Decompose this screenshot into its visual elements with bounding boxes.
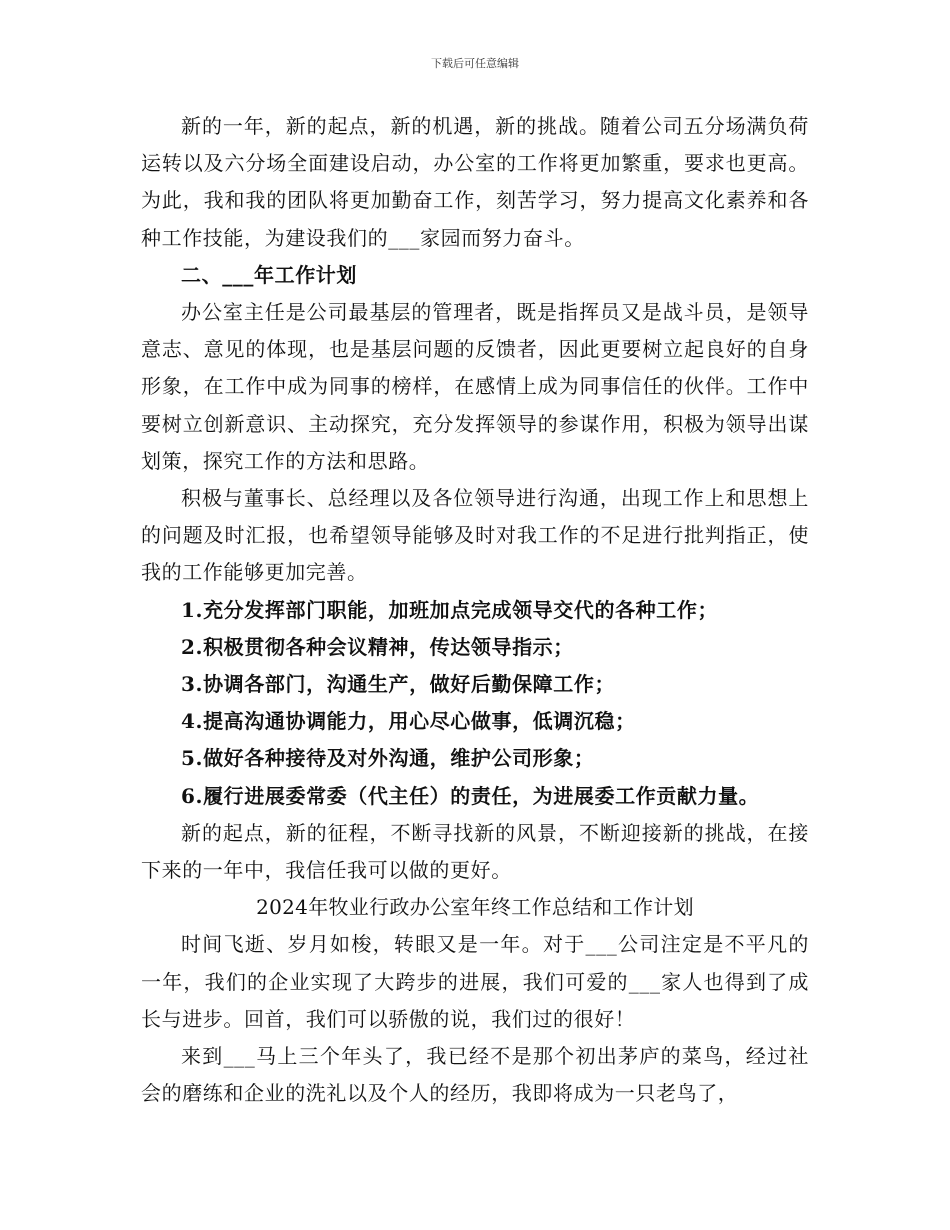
section-heading-work-plan: 二、___年工作计划 <box>181 262 357 287</box>
paragraph-new-journey: 新的起点，新的征程，不断寻找新的风景，不断迎接新的挑战，在接下来的一年中，我信任我可以做的更好。 <box>141 820 809 883</box>
paragraph-new-year: 新的一年，新的起点，新的机遇，新的挑战。随着公司五分场满负荷运转以及六分场全面建设启动，办公室的工作将更加繁重，要求也更高。为此，我和我的团队将更加勤奋工作，刻苦学习，努力提高文化素养和各种工作技能，为建设我们的___家园而努力奋斗。 <box>141 114 809 250</box>
plan-item-6: 6.履行进展委常委（代主任）的责任，为进展委工作贡献力量。 <box>181 783 760 808</box>
paragraph-three-years: 来到___马上三个年头了，我已经不是那个初出茅庐的菜鸟，经过社会的磨练和企业的洗礼以及个人的经历，我即将成为一只老鸟了， <box>141 1044 809 1106</box>
plan-item-1: 1.充分发挥部门职能，加班加点完成领导交代的各种工作； <box>181 597 719 622</box>
paragraph-time-flies: 时间飞逝、岁月如梭，转眼又是一年。对于___公司注定是不平凡的一年，我们的企业实现了大跨步的进展，我们可爱的___家人也得到了成长与进步。回首，我们可以骄傲的说，我们过的很好！ <box>141 932 809 1031</box>
header-note: 下载后可任意编辑 <box>431 57 519 70</box>
paragraph-communication: 积极与董事长、总经理以及各位领导进行沟通，出现工作上和思想上的问题及时汇报，也希望领导能够及时对我工作的不足进行批判指正，使我的工作能够更加完善。 <box>141 486 809 585</box>
document-body <box>141 108 809 1112</box>
plan-item-3: 3.协调各部门，沟通生产，做好后勤保障工作； <box>181 672 616 697</box>
paragraph-office-director: 办公室主任是公司最基层的管理者，既是指挥员又是战斗员，是领导意志、意见的体现，也是基层问题的反馈者，因此更要树立起良好的自身形象，在工作中成为同事的榜样，在感情上成为同事信任的伙伴。工作中要树立创新意识、主动探究，充分发挥领导的参谋作用，积极为领导出谋划策，探究工作的方法和思路。 <box>141 300 809 473</box>
plan-item-5: 5.做好各种接待及对外沟通，维护公司形象； <box>181 746 595 771</box>
document-title: 2024年牧业行政办公室年终工作总结和工作计划 <box>256 895 694 920</box>
plan-item-2: 2.积极贯彻各种会议精神，传达领导指示； <box>181 634 574 659</box>
plan-item-4: 4.提高沟通协调能力，用心尽心做事，低调沉稳； <box>181 709 636 734</box>
